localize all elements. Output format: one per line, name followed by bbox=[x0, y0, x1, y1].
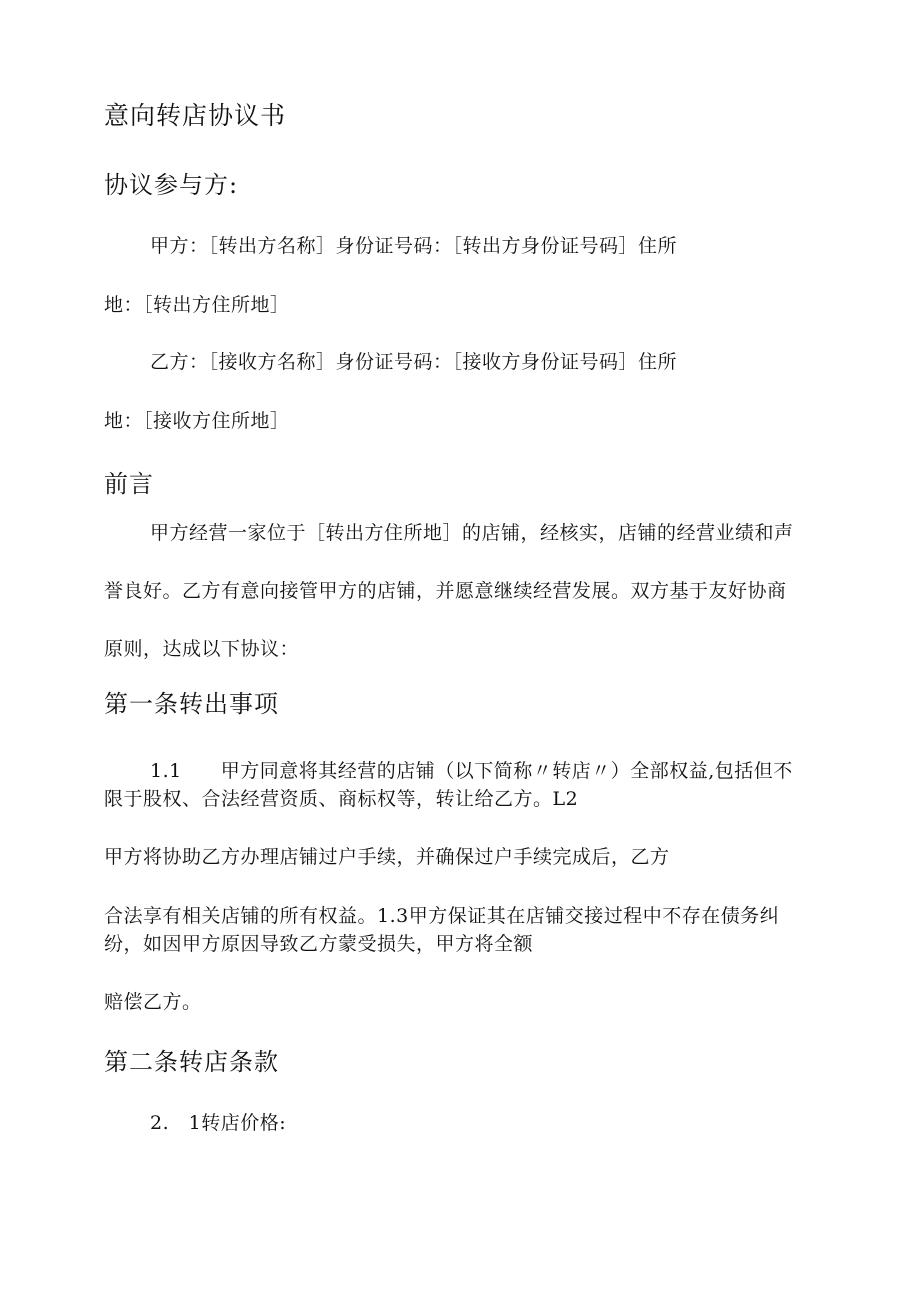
party-a-line-1: 甲方：［转出方名称］身份证号码：［转出方身份证号码］住所 bbox=[150, 235, 678, 257]
article-2-line-1: 2. 1转店价格: bbox=[150, 1112, 287, 1134]
preface-heading: 前言 bbox=[104, 470, 154, 498]
preface-line-1: 甲方经营一家位于［转出方住所地］的店铺，经核实，店铺的经营业绩和声 bbox=[150, 522, 794, 544]
article-1-line-2: 限于股权、合法经营资质、商标权等，转让给乙方。L2 bbox=[104, 788, 579, 810]
article-1-line-1: 1.1 甲方同意将其经营的店铺（以下简称〃转店〃）全部权益,包括但不 bbox=[150, 760, 793, 782]
party-b-line-2: 地：［接收方住所地］ bbox=[104, 410, 290, 432]
article-1-line-4: 合法享有相关店铺的所有权益。1.3甲方保证其在店铺交接过程中不存在债务纠 bbox=[104, 905, 780, 927]
party-a-line-2: 地：［转出方住所地］ bbox=[104, 294, 290, 316]
preface-line-3: 原则，达成以下协议： bbox=[104, 638, 300, 660]
parties-heading: 协议参与方: bbox=[104, 171, 239, 199]
document-title: 意向转店协议书 bbox=[104, 101, 287, 130]
article-2-heading: 第二条转店条款 bbox=[104, 1048, 279, 1076]
article-1-line-6: 赔偿乙方。 bbox=[104, 991, 202, 1013]
preface-line-2: 誉良好。乙方有意向接管甲方的店铺，并愿意继续经营发展。双方基于友好协商 bbox=[104, 580, 787, 602]
article-1-line-3: 甲方将协助乙方办理店铺过户手续，并确保过户手续完成后，乙方 bbox=[104, 846, 670, 868]
article-1-line-5: 纷，如因甲方原因导致乙方蒙受损失，甲方将全额 bbox=[104, 933, 534, 955]
party-b-line-1: 乙方：［接收方名称］身份证号码：［接收方身份证号码］住所 bbox=[150, 351, 678, 373]
article-1-heading: 第一条转出事项 bbox=[104, 690, 279, 718]
